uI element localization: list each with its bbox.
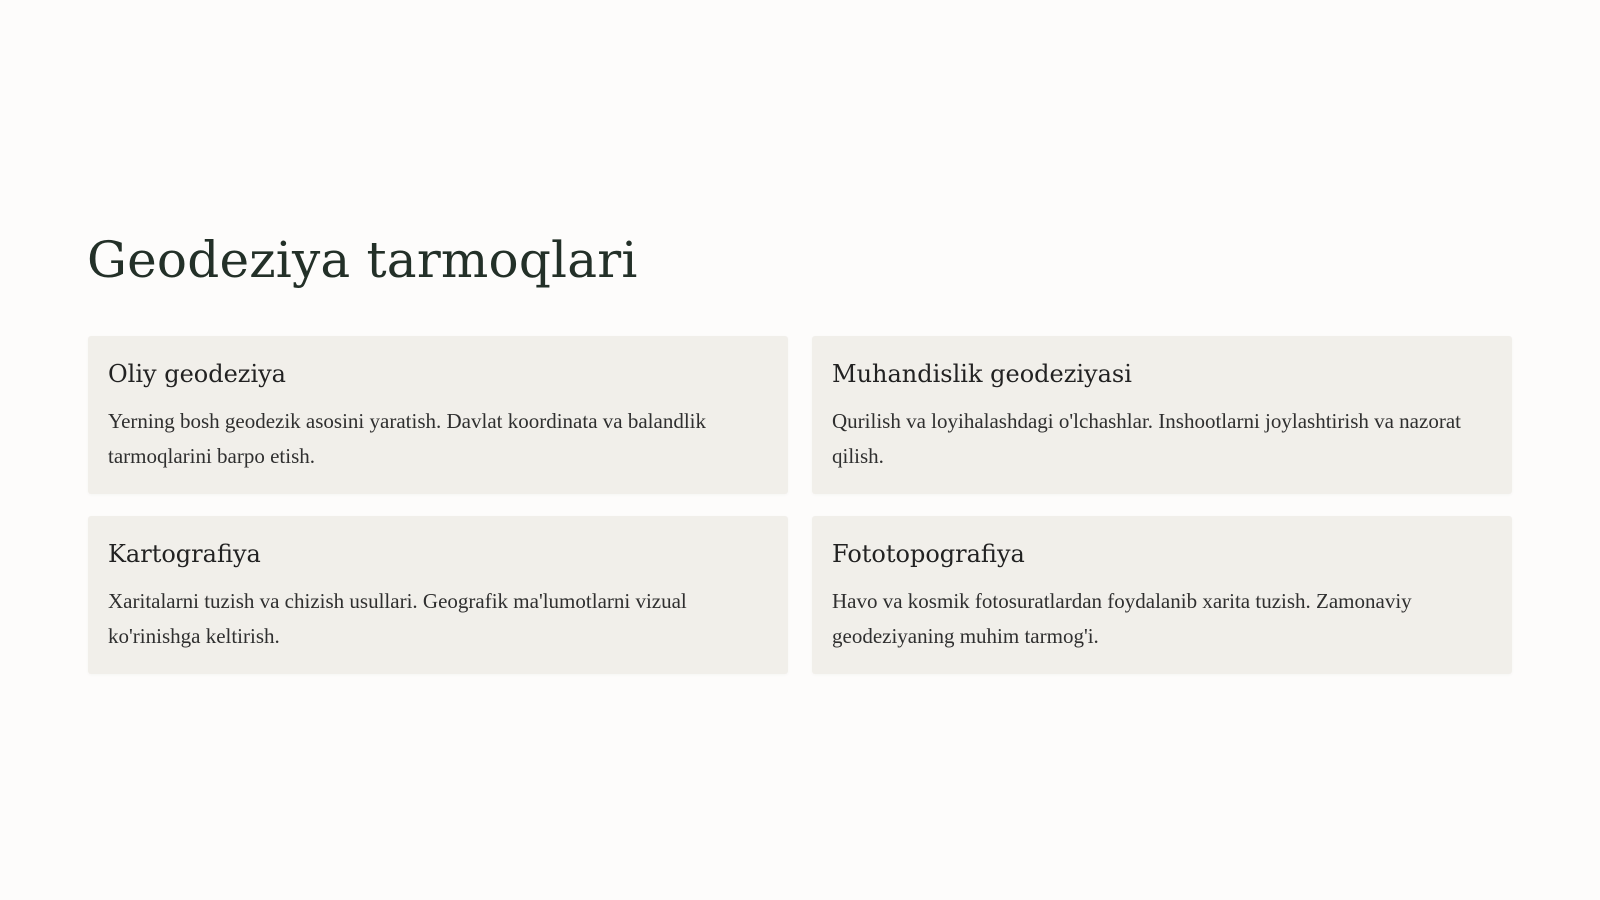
card-muhandislik-geodeziyasi (812, 336, 1512, 494)
card-title: Fototopografiya (832, 540, 1025, 568)
card-fototopografiya (812, 516, 1512, 674)
card-kartografiya (88, 516, 788, 674)
card-oliy-geodeziya (88, 336, 788, 494)
card-description: Qurilish va loyihalashdagi o'lchashlar. Inshootlarni joylashtirish va nazorat qilish. (832, 409, 1461, 468)
slide-title: Geodeziya tarmoqlari (87, 231, 638, 289)
card-description: Havo va kosmik fotosuratlardan foydalanib xarita tuzish. Zamonaviy geodeziyaning muhim tarmog'i. (832, 589, 1412, 648)
card-title: Oliy geodeziya (108, 360, 286, 388)
card-title: Kartografiya (108, 540, 261, 568)
cards-grid (88, 336, 1512, 674)
card-title: Muhandislik geodeziyasi (832, 360, 1132, 388)
card-description: Xaritalarni tuzish va chizish usullari. Geografik ma'lumotlarni vizual ko'rinishga keltirish. (108, 589, 687, 648)
card-description: Yerning bosh geodezik asosini yaratish. Davlat koordinata va balandlik tarmoqlarini barpo etish. (108, 409, 706, 468)
